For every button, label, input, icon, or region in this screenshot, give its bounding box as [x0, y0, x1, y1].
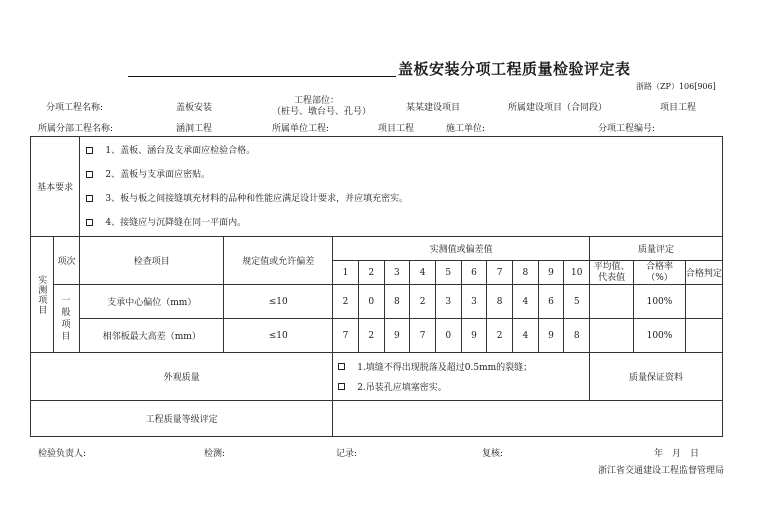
checkbox[interactable]: [86, 147, 93, 154]
row-item: 支承中心偏位（mm）: [80, 285, 224, 319]
value-cell: 2: [487, 319, 513, 353]
checkbox[interactable]: [86, 171, 93, 178]
checkbox[interactable]: [86, 219, 93, 226]
col-rate: 合格率 （%）: [634, 261, 685, 285]
grade-value[interactable]: [333, 401, 723, 437]
req-item: [86, 163, 722, 187]
page-title: 盖板安装分项工程质量检验评定表: [398, 60, 631, 78]
value-cell: 0: [435, 319, 461, 353]
grade-label: 工程质量等级评定: [31, 401, 333, 437]
reviewer-label: 复核:: [482, 449, 504, 459]
inspector-label: 检验负责人:: [38, 449, 87, 459]
row-spec: ≤10: [224, 285, 333, 319]
req-text: 4、接缝应与沉降缝在同一平面内。: [105, 217, 247, 228]
appearance-item: [335, 377, 589, 397]
unit-value: 项目工程: [378, 124, 415, 134]
req-item: [86, 187, 722, 211]
table-row: [31, 285, 723, 319]
appearance-item: [335, 357, 589, 377]
req-text: 3、板与板之间接缝填充材料的品种和性能应满足设计要求，并应填充密实。: [105, 193, 409, 204]
basic-req-label: 基本要求: [31, 137, 80, 237]
subitem-value: 盖板安装: [176, 103, 213, 113]
col-seq: 项次: [53, 237, 80, 285]
col-spec: 规定值或允许偏差: [224, 237, 333, 285]
value-cell: 4: [513, 319, 539, 353]
appearance-text: 1.填缝不得出现脱落及超过0.5mm的裂缝；: [357, 363, 533, 373]
index-cell: 8: [513, 261, 539, 285]
code-label: 分项工程编号:: [598, 124, 656, 134]
appearance-list: [333, 353, 590, 401]
value-cell: 9: [384, 319, 410, 353]
index-cell: 2: [358, 261, 384, 285]
tester-label: 检测:: [204, 449, 226, 459]
req-item: [86, 211, 722, 235]
col-measured: 实测值或偏差值: [333, 237, 590, 261]
parent-value: 涵洞工程: [176, 124, 213, 134]
row-spec: ≤10: [224, 319, 333, 353]
appearance-label: 外观质量: [31, 353, 333, 401]
req-text: 1、盖板、涵台及支承面应检验合格。: [105, 145, 256, 156]
rate-cell: 100%: [634, 319, 685, 353]
value-cell: 7: [410, 319, 436, 353]
value-cell: 7: [333, 319, 359, 353]
req-item: [86, 139, 722, 163]
judge-cell: [685, 319, 722, 353]
rate-cell: 100%: [634, 285, 685, 319]
index-cell: 7: [487, 261, 513, 285]
index-cell: 4: [410, 261, 436, 285]
col-judge: 合格判定: [685, 261, 722, 285]
value-cell: 3: [461, 285, 487, 319]
qa-label: 质量保证资料: [590, 353, 723, 401]
construct-label: 施工单位:: [446, 124, 486, 134]
index-cell: 1: [333, 261, 359, 285]
location-label-sub: （桩号、墩台号、孔号）: [272, 107, 372, 117]
unit-label: 所属单位工程:: [272, 124, 330, 134]
col-item: 检查项目: [80, 237, 224, 285]
value-cell: 2: [333, 285, 359, 319]
table-row: [31, 319, 723, 353]
col-avg: 平均值、代表值: [590, 261, 634, 285]
index-cell: 10: [564, 261, 590, 285]
measured-section-label: 实测项目: [31, 237, 54, 353]
checkbox[interactable]: [86, 195, 93, 202]
checkbox[interactable]: [338, 363, 345, 370]
value-cell: 9: [461, 319, 487, 353]
value-cell: 8: [564, 319, 590, 353]
appearance-text: 2.吊装孔应填塞密实。: [357, 383, 447, 393]
value-cell: 6: [538, 285, 564, 319]
evaluation-table: [30, 136, 723, 437]
group-label: 一般项目: [53, 285, 80, 353]
value-cell: 4: [513, 285, 539, 319]
value-cell: 5: [564, 285, 590, 319]
avg-cell: [590, 285, 634, 319]
location-label: 工程部位：: [294, 96, 340, 106]
index-cell: 5: [435, 261, 461, 285]
subitem-label: 分项工程名称:: [46, 103, 104, 113]
authority-label: 浙江省交通建设工程监督管理局: [598, 466, 725, 476]
value-cell: 8: [487, 285, 513, 319]
value-cell: 2: [410, 285, 436, 319]
project-label: 所属建设项目（合同段）: [508, 103, 608, 113]
value-cell: 8: [384, 285, 410, 319]
title-underline: [128, 76, 396, 77]
basic-req-list: [80, 137, 723, 237]
form-code: 浙路（ZP）106[906]: [636, 82, 716, 91]
project-value: 项目工程: [660, 103, 697, 113]
index-cell: 9: [538, 261, 564, 285]
col-quality: 质量评定: [590, 237, 723, 261]
recorder-label: 记录:: [336, 449, 358, 459]
req-text: 2、盖板与支承面应密贴。: [105, 169, 211, 180]
checkbox[interactable]: [338, 383, 345, 390]
value-cell: 9: [538, 319, 564, 353]
value-cell: 0: [358, 285, 384, 319]
parent-label: 所属分部工程名称:: [38, 124, 114, 134]
value-cell: 2: [358, 319, 384, 353]
row-item: 相邻板最大高差（mm）: [80, 319, 224, 353]
date-label: 年 月 日: [654, 449, 700, 459]
value-cell: 3: [435, 285, 461, 319]
location-value: 某某建设项目: [406, 103, 461, 113]
judge-cell: [685, 285, 722, 319]
avg-cell: [590, 319, 634, 353]
index-cell: 3: [384, 261, 410, 285]
index-cell: 6: [461, 261, 487, 285]
